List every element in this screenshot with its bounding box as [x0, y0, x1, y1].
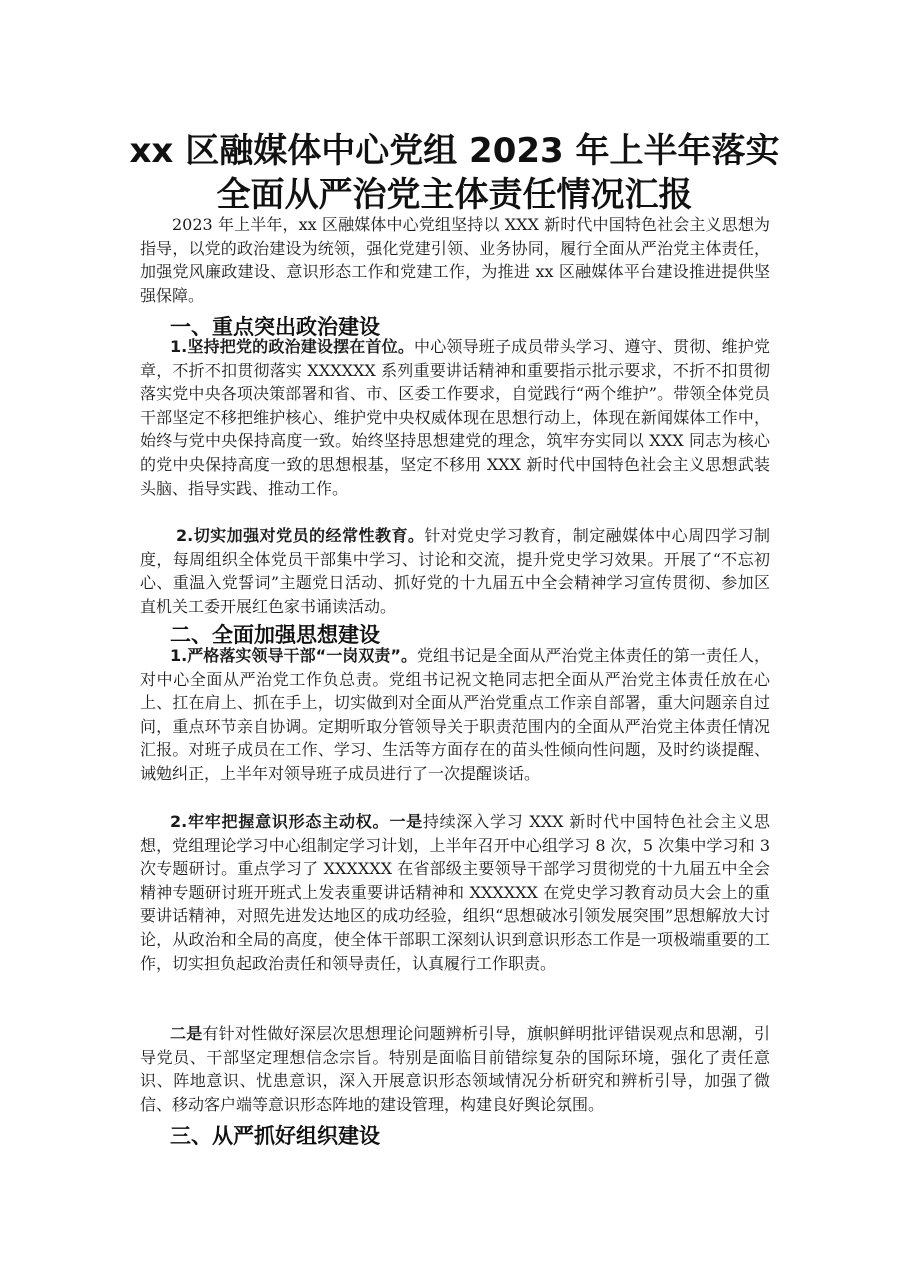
section-1-paragraph-1 — [140, 335, 770, 500]
section-1-paragraph-2-text: 针对党史学习教育，制定融媒体中心周四学习制度，每周组织全体党员干部集中学习、讨论和交流，提升党史学习效果。开展了“不忘初心、重温入党誓词”主题党日活动、抓好党的十九届五中全会精神学习宣传贯彻、参加区直机关工委开展红色家书诵读活动。 — [140, 526, 770, 616]
section-2-paragraph-3 — [140, 1022, 770, 1116]
document-title-line-1: xx 区融媒体中心党组 2023 年上半年落实 — [129, 131, 780, 171]
section-1-paragraph-2-lead: 2.切实加强对党员的经常性教育。 — [176, 526, 425, 545]
section-2-paragraph-2-first-marker: 一是 — [389, 812, 423, 831]
section-1-paragraph-1-text: 中心领导班子成员带头学习、遵守、贯彻、维护党章，不折不扣贯彻落实 XXXXXX 系列重要讲话精神和重要指示批示要求，不折不扣贯彻落实党中央各项决策部署和省、市、区委工作要求，自觉践行“两个维护”。带领全体党员干部坚定不移把维护核心、维护党中央权威体现在思想行动上，体现在新闻媒体工作中，始终与党中央保持高度一致。始终坚持思想建党的理念，筑牢夯实同以 XXX 同志为核心的党中央保持高度一致的思想根基，坚定不移用 XXX 新时代中国特色社会主义思想武装头脑、指导实践、推动工作。 — [140, 337, 770, 498]
section-1-heading: 一、重点突出政治建设 — [170, 315, 380, 339]
section-1-paragraph-2 — [140, 524, 770, 618]
section-1-paragraph-1-lead: 1.坚持把党的政治建设摆在首位。 — [170, 337, 415, 356]
section-2-paragraph-2-text: 持续深入学习 XXX 新时代中国特色社会主义思想，党组理论学习中心组制定学习计划，上半年召开中心组学习 8 次，5 次集中学习和 3 次专题研讨。重点学习了 XXXXXX 在省部级主要领导干部学习贯彻党的十九届五中全会精神专题研讨班开班式上发表重要讲话精神和 XXXXXX 在党史学习教育动员大会上的重要讲话精神，对照先进发达地区的成功经验，组织“思想破冰引领发展突围”思想解放大讨论，从政治和全局的高度，使全体干部职工深刻认识到意识形态工作是一项极端重要的工作，切实担负起政治责任和领导责任，认真履行工作职责。 — [140, 812, 770, 973]
section-2-heading: 二、全面加强思想建设 — [170, 623, 380, 647]
section-2-paragraph-2 — [140, 810, 770, 975]
section-2-paragraph-3-second-marker: 二是 — [170, 1024, 203, 1043]
section-2-paragraph-1 — [140, 644, 770, 786]
section-2-paragraph-1-lead: 1.严格落实领导干部“一岗双责”。 — [170, 646, 417, 665]
section-2-paragraph-2-lead: 2.牢牢把握意识形态主动权。 — [170, 812, 390, 831]
section-2-paragraph-1-text: 党组书记是全面从严治党主体责任的第一责任人，对中心全面从严治党工作负总责。党组书记祝文艳同志把全面从严治党主体责任放在心上、扛在肩上、抓在手上，切实做到对全面从严治党重点工作亲自部署，重大问题亲自过问，重点环节亲自协调。定期听取分管领导关于职责范围内的全面从严治党主体责任情况汇报。对班子成员在工作、学习、生活等方面存在的苗头性倾向性问题，及时约谈提醒、诫勉纠正，上半年对领导班子成员进行了一次提醒谈话。 — [140, 646, 770, 783]
intro-paragraph: 2023 年上半年，xx 区融媒体中心党组坚持以 XXX 新时代中国特色社会主义思想为指导，以党的政治建设为统领，强化党建引领、业务协同，履行全面从严治党主体责任，加强党风廉政建设、意识形态工作和党建工作，为推进 xx 区融媒体平台建设推进提供坚强保障。 — [140, 215, 770, 305]
document-title-line-2: 全面从严治党主体责任情况汇报 — [216, 175, 693, 215]
section-3-heading: 三、从严抓好组织建设 — [170, 1124, 380, 1148]
section-2-paragraph-3-text: 有针对性做好深层次思想理论问题辨析引导，旗帜鲜明批评错误观点和思潮，引导党员、干部坚定理想信念宗旨。特别是面临目前错综复杂的国际环境，强化了责任意识、阵地意识、忧患意识，深入开展意识形态领域情况分析研究和辨析引导，加强了微信、移动客户端等意识形态阵地的建设管理，构建良好舆论氛围。 — [140, 1024, 770, 1114]
